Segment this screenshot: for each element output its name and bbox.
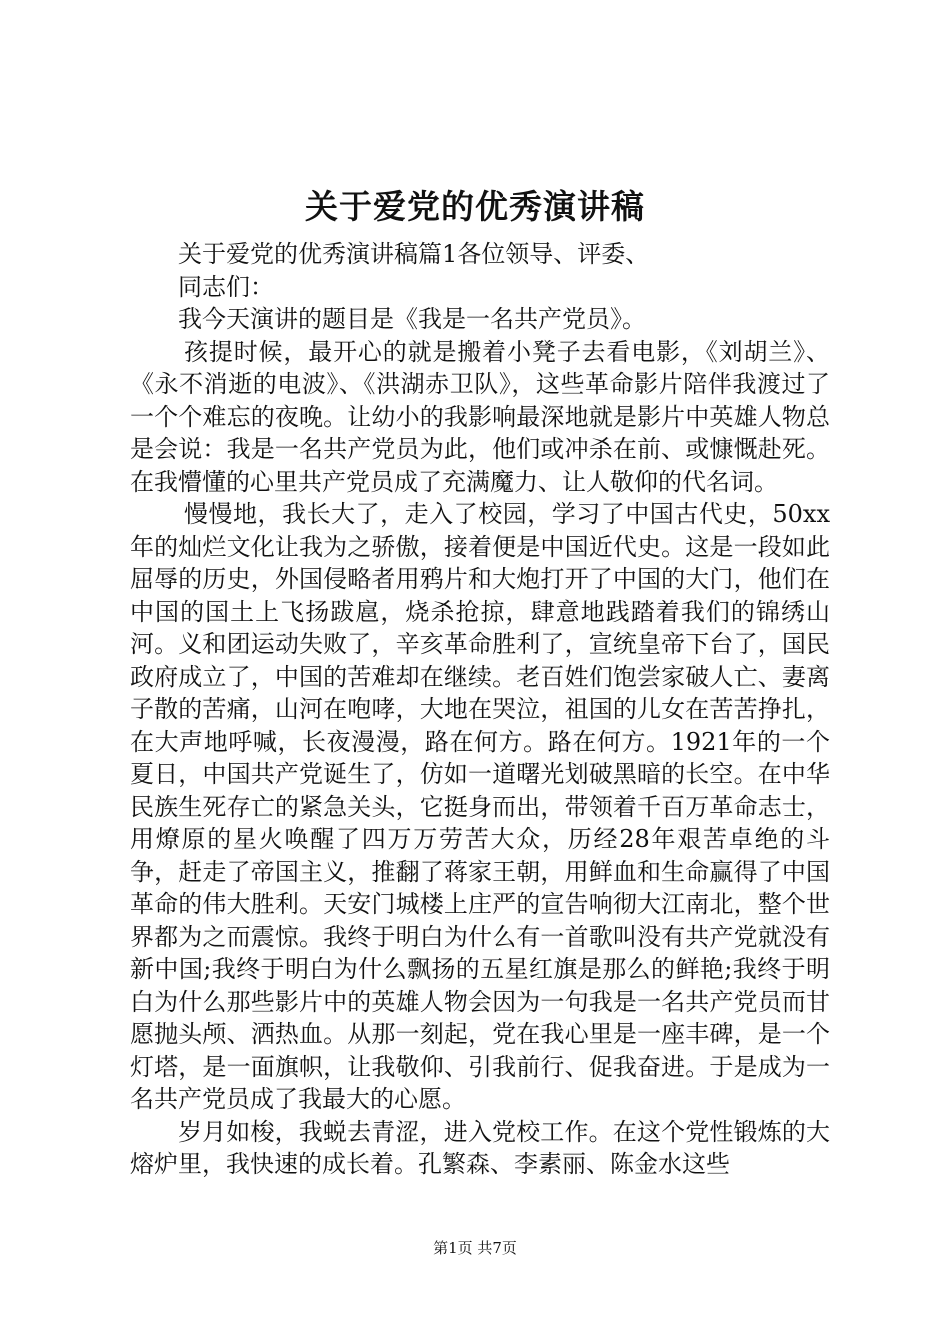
paragraph-topic: 我今天演讲的题目是《我是一名共产党员》。 (178, 305, 646, 333)
paragraph-party-school: 岁月如梭，我蜕去青涩，进入党校工作。在这个党性锻炼的大熔炉里，我快速的成长着。孔繁森、李素丽、陈金水这些 (130, 1117, 830, 1178)
document-title: 关于爱党的优秀演讲稿 (305, 187, 645, 226)
paragraph-childhood: 孩提时候，最开心的就是搬着小凳子去看电影，《刘胡兰》、《永不消逝的电波》、《洪湖赤卫队》，这些革命影片陪伴我渡过了一个个难忘的夜晚。让幼小的我影响最深地就是影片中英雄人物总是会说：我是一名共产党员为此，他们或冲杀在前、或慷慨赴死。在我懵懂的心里共产党员成了充满魔力、让人敬仰的代名词。 (130, 337, 830, 496)
paragraph-salutation: 同志们： (178, 272, 274, 301)
paragraph-history: 慢慢地，我长大了，走入了校园，学习了中国古代史，50xx年的灿烂文化让我为之骄傲，接着便是中国近代史。这是一段如此屈辱的历史，外国侵略者用鸦片和大炮打开了中国的大门，他们在中国的国土上飞扬跋扈，烧杀抢掠，肆意地践踏着我们的锦绣山河。义和团运动失败了，辛亥革命胜利了，宣统皇帝下台了，国民政府成立了，中国的苦难却在继续。老百姓们饱尝家破人亡、妻离子散的苦痛，山河在咆哮，大地在哭泣，祖国的儿女在苦苦挣扎，在大声地呼喊，长夜漫漫，路在何方。路在何方。1921年的一个夏日，中国共产党诞生了，仿如一道曙光划破黑暗的长空。在中华民族生死存亡的紧急关头，它挺身而出，带领着千百万革命志士，用燎原的星火唤醒了四万万劳苦大众，历经28年艰苦卓绝的斗争，赶走了帝国主义，推翻了蒋家王朝，用鲜血和生命赢得了中国革命的伟大胜利。天安门城楼上庄严的宣告响彻大江南北，整个世界都为之而震惊。我终于明白为什么有一首歌叫没有共产党就没有新中国;我终于明白为什么飘扬的五星红旗是那么的鲜艳;我终于明白为什么那些影片中的英雄人物会因为一句我是一名共产党员而甘愿抛头颅、洒热血。从那一刻起，党在我心里是一座丰碑，是一个灯塔，是一面旗帜，让我敬仰、引我前行、促我奋进。于是成为一名共产党员成了我最大的心愿。 (130, 500, 830, 1113)
paragraph-opening: 关于爱党的优秀演讲稿篇1各位领导、评委、 (178, 240, 650, 268)
page-number: 第1页 共7页 (433, 1239, 517, 1257)
document-body (130, 238, 830, 1181)
